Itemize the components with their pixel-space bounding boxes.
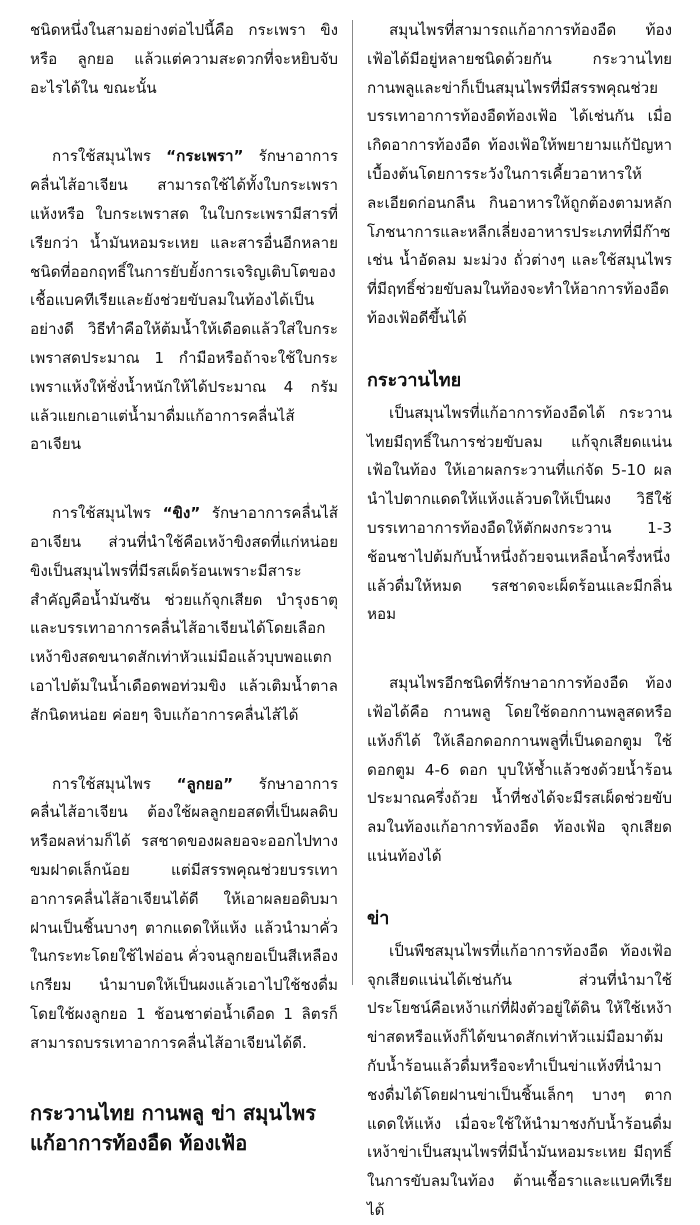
column-divider: [352, 20, 353, 985]
right-column: [367, 16, 672, 1225]
paragraph-clove: สมุนไพรอีกชนิดที่รักษาอาการท้องอืด ท้องเฟ้อได้คือ กานพลู โดยใช้ดอกกานพลูสดหรือแห้งก็ได้ ให้เลือกดอกกานพลูที่เป็นดอกตูม ใช้ดอกตูม 4-6 ดอก บุบให้ช้ำแล้วชงด้วยน้ำร้อนประมาณครึ่งถ้วย น้ำที่ชงได้จะมีรสเผ็ดช่วยขับลมในท้องแก้อาการท้องอืด ท้องเฟ้อ จุกเสียดแน่นท้องได้: [367, 674, 672, 865]
keyword-noni: “ลูกยอ”: [176, 774, 234, 793]
heading-cardamom: กระวานไทย: [367, 369, 462, 391]
paragraph-noni: การใช้สมุนไพร “ลูกยอ” รักษาอาการคลื่นไส้อาเจียน ต้องใช้ผลลูกยอสดที่เป็นผลดิบหรือผลห่ามก็ได้ รสชาดของผลยอจะออกไปทางขมฝาดเล็กน้อย แต่มีสรรพคุณช่วยบรรเทาอาการคลื่นไส้อาเจียนได้ดี ให้เอาผลยอดิบมาฝานเป็นชิ้นบางๆ ตากแดดให้แห้ง แล้วนำมาคั่วในกระทะโดยใช้ไฟอ่อน คั่วจนลูกยอเป็นสีเหลืองเกรียม นำมาบดให้เป็นผงแล้วเอาไปใช้ชงดื่ม โดยใช้ผงลูกยอ 1 ช้อนชาต่อน้ำเดือด 1 ลิตรก็สามารถบรรเทาอาการคลื่นไส้อาเจียนได้ดี.: [30, 774, 338, 1052]
keyword-basil: “กระเพรา”: [166, 147, 244, 166]
left-column: [30, 16, 338, 1158]
paragraph-cardamom: เป็นสมุนไพรที่แก้อาการท้องอืดได้ กระวานไทยมีฤทธิ์ในการช่วยขับลม แก้จุกเสียดแน่นเฟ้อในท้อง ให้เอาผลกระวานที่แก่จัด 5-10 ผลนำไปตากแดดให้แห้งแล้วบดให้เป็นผง วิธีใช้บรรเทาอาการท้องอืดให้ตักผงกระวาน 1-3 ช้อนชาไปต้มกับน้ำหนึ่งถ้วยจนเหลือน้ำครึ่งหนึ่งแล้วดื่มให้หมด รสชาดจะเผ็ดร้อนและมีกลิ่นหอม: [367, 403, 672, 624]
paragraph-intro-continued: ชนิดหนึ่งในสามอย่างต่อไปนี้คือ กระเพรา ขิงหรือ ลูกยอ แล้วแต่ความสะดวกที่จะหยิบจับอะไรได้ใน ขณะนั้น: [30, 21, 338, 97]
paragraph-basil: การใช้สมุนไพร “กระเพรา” รักษาอาการคลื่นไส้อาเจียน สามารถใช้ได้ทั้งใบกระเพราแห้งหรือ ใบกระเพราสด ในใบกระเพรามีสารที่เรียกว่า น้ำมันหอมระเหย และสารอื่นอีกหลายชนิดที่ออกฤทธิ์ในการยับยั้งการเจริญเติบโตของเชื้อแบคทีเรียและยังช่วยขับลมในท้องได้เป็นอย่างดี วิธีทำคือให้ต้มน้ำให้เดือดแล้วใส่ใบกระเพราสดประมาณ 1 กำมือหรือถ้าจะใช้ใบกระเพราแห้งให้ชั่งน้ำหนักให้ได้ประมาณ 4 กรัม แล้วแยกเอาแต่น้ำมาดื่มแก้อาการคลื่นไส้อาเจียน: [30, 147, 338, 454]
paragraph-ginger: การใช้สมุนไพร “ขิง” รักษาอาการคลื่นไส้อาเจียน ส่วนที่นำใช้คือเหง้าขิงสดที่แก่หน่อย ขิงเป็นสมุนไพรที่มีรสเผ็ดร้อนเพราะมีสาระสำคัญคือน้ำมันซัน ช่วยแก้จุกเสียด บำรุงธาตุและบรรเทาอาการคลื่นไส้อาเจียนได้โดยเลือกเหง้าขิงสดขนาดสักเท่าหัวแม่มือแล้วบุบพอแตก เอาไปต้มในน้ำเดือดพอท่วมขิง แล้วเติมน้ำตาลสักนิดหน่อย ค่อยๆ จิบแก้อาการคลื่นไส้ได้: [30, 504, 338, 724]
paragraph-galangal: เป็นพืชสมุนไพรที่แก้อาการท้องอืด ท้องเฟ้อจุกเสียดแน่นได้เช่นกัน ส่วนที่นำมาใช้ประโยชน์คือเหง้าแก่ที่ฝังตัวอยู่ใต้ดิน ให้ใช้เหง้าข่าสดหรือแห้งก็ได้ขนาดสักเท่าหัวแม่มือมาต้มกับน้ำร้อนแล้วดื่มหรือจะทำเป็นข่าแห้งที่นำมาชงดื่มได้โดยฝานข่าเป็นชิ้นเล็กๆ บางๆ ตากแดดให้แห้ง เมื่อจะใช้ให้นำมาชงกับน้ำร้อนดื่ม เหง้าข่าเป็นสมุนไพรที่มีน้ำมันหอมระเหย มีฤทธิ์ในการขับลมในท้อง ต้านเชื้อราและแบคทีเรียได้: [367, 941, 672, 1219]
article-title: กระวานไทย กานพลู ข่า สมุนไพรแก้อาการท้องอืด ท้องเฟ้อ: [30, 1100, 316, 1155]
heading-galangal: ข่า: [367, 907, 390, 929]
keyword-ginger: “ขิง”: [162, 504, 201, 523]
paragraph-bloating-intro: สมุนไพรที่สามารถแก้อาการท้องอืด ท้องเฟ้อได้มีอยู่หลายชนิดด้วยกัน กระวานไทย กานพลูและข่าก็เป็นสมุนไพรที่มีสรรพคุณช่วยบรรเทาอาการท้องอืดท้องเฟ้อ ได้เช่นกัน เมื่อเกิดอาการท้องอืด ท้องเฟ้อให้พยายามแก้ปัญหาเบื้องต้นโดยการระวังในการเคี้ยวอาหารให้ละเอียดก่อนกลืน กินอาหารให้ถูกต้องตามหลักโภชนาการและหลีกเลี่ยงอาหารประเภทที่มีก๊าซ เช่น น้ำอัดลม มะม่วง ถั่วต่างๆ และใช้สมุนไพรที่มีฤทธิ์ช่วยขับลมในท้องจะทำให้อาการท้องอืดท้องเฟ้อดีขึ้นได้: [367, 21, 672, 327]
